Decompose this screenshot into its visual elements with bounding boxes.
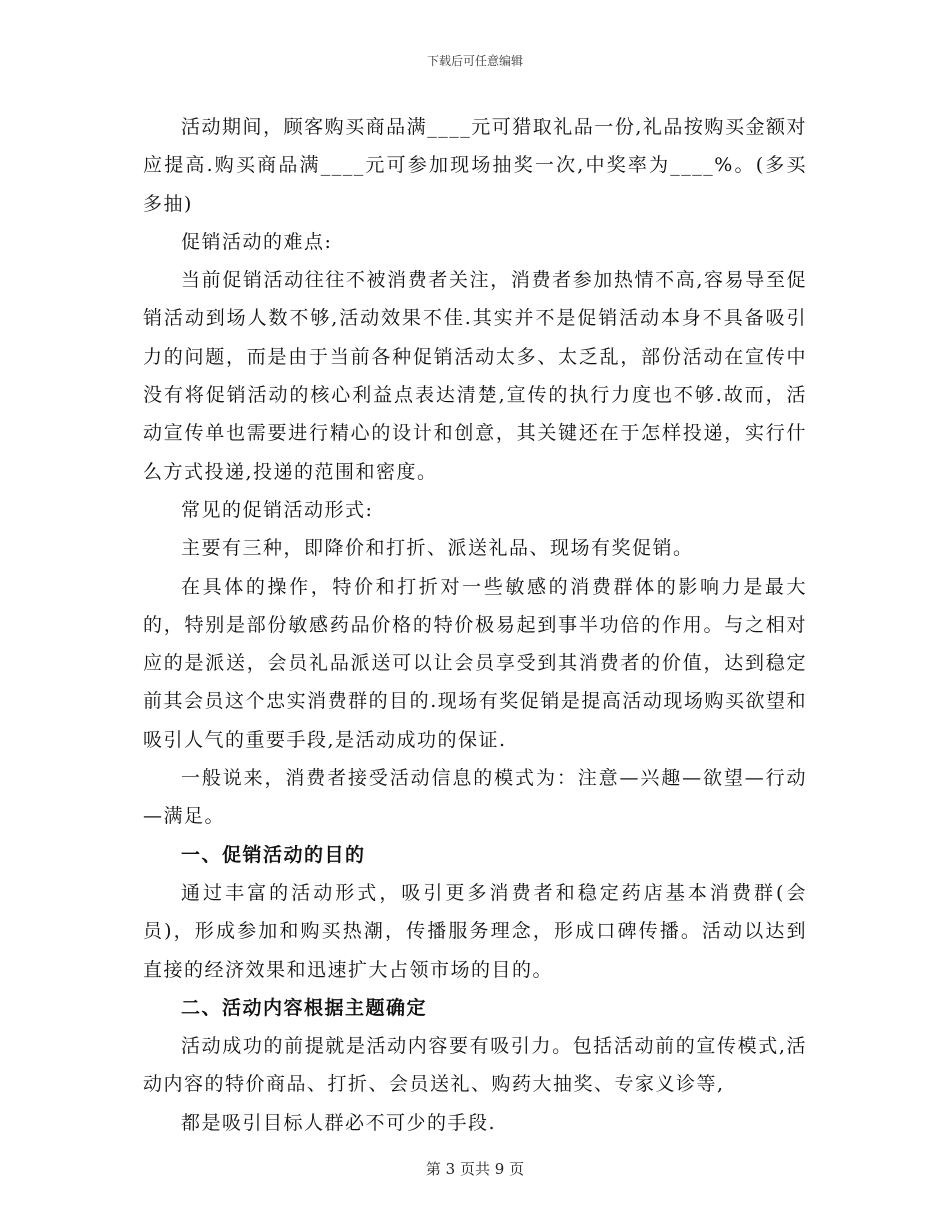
section-heading-purpose: 一、促销活动的目的 bbox=[181, 843, 366, 866]
paragraph-content-tail: 都是吸引目标人群必不可少的手段. bbox=[181, 1111, 497, 1134]
paragraph-forms-list: 主要有三种，即降价和打折、派送礼品、现场有奖促销。 bbox=[181, 537, 694, 560]
paragraph-content-body: 活动成功的前提就是活动内容要有吸引力。包括活动前的宣传模式,活动内容的特价商品、打折、会员送礼、购药大抽奖、专家义诊等, bbox=[143, 1035, 807, 1096]
paragraph-difficulty-body: 当前促销活动往往不被消费者关注，消费者参加热情不高,容易导至促销活动到场人数不够,活动效果不佳.其实并不是促销活动本身不具备吸引力的问题，而是由于当前各种促销活动太多、太乏乱，部份活动在宣传中没有将促销活动的核心利益点表达清楚,宣传的执行力度也不够.故而，活动宣传单也需要进行精心的设计和创意，其关键还在于怎样投递，实行什么方式投递,投递的范围和密度。 bbox=[143, 269, 807, 483]
section-heading-content: 二、活动内容根据主题确定 bbox=[181, 996, 428, 1019]
paragraph-operation: 在具体的操作，特价和打折对一些敏感的消费群体的影响力是最大的，特别是部份敏感药品价格的特价极易起到事半功倍的作用。与之相对应的是派送，会员礼品派送可以让会员享受到其消费者的价值，达到稳定前其会员这个忠实消费群的目的.现场有奖促销是提高活动现场购买欲望和吸引人气的重要手段,是活动成功的保证. bbox=[143, 575, 807, 751]
page-header: 下载后可任意编辑 bbox=[426, 54, 523, 68]
paragraph-difficulty-title: 促销活动的难点: bbox=[181, 230, 333, 253]
paragraph-consumer-model: 一般说来，消费者接受活动信息的模式为：注意—兴趣—欲望—行动—满足。 bbox=[143, 767, 807, 828]
document-body bbox=[143, 108, 807, 1142]
page-footer: 第 3 页共 9 页 bbox=[425, 1160, 525, 1178]
paragraph-activity-period: 活动期间，顾客购买商品满____元可猎取礼品一份,礼品按购买金额对应提高.购买商品满____元可参加现场抽奖一次,中奖率为____%。(多买多抽) bbox=[143, 116, 807, 215]
paragraph-forms-title: 常见的促销活动形式: bbox=[181, 498, 374, 521]
paragraph-purpose-body: 通过丰富的活动形式，吸引更多消费者和稳定药店基本消费群(会员)，形成参加和购买热潮，传播服务理念，形成口碑传播。活动以达到直接的经济效果和迅速扩大占领市场的目的。 bbox=[143, 881, 807, 981]
